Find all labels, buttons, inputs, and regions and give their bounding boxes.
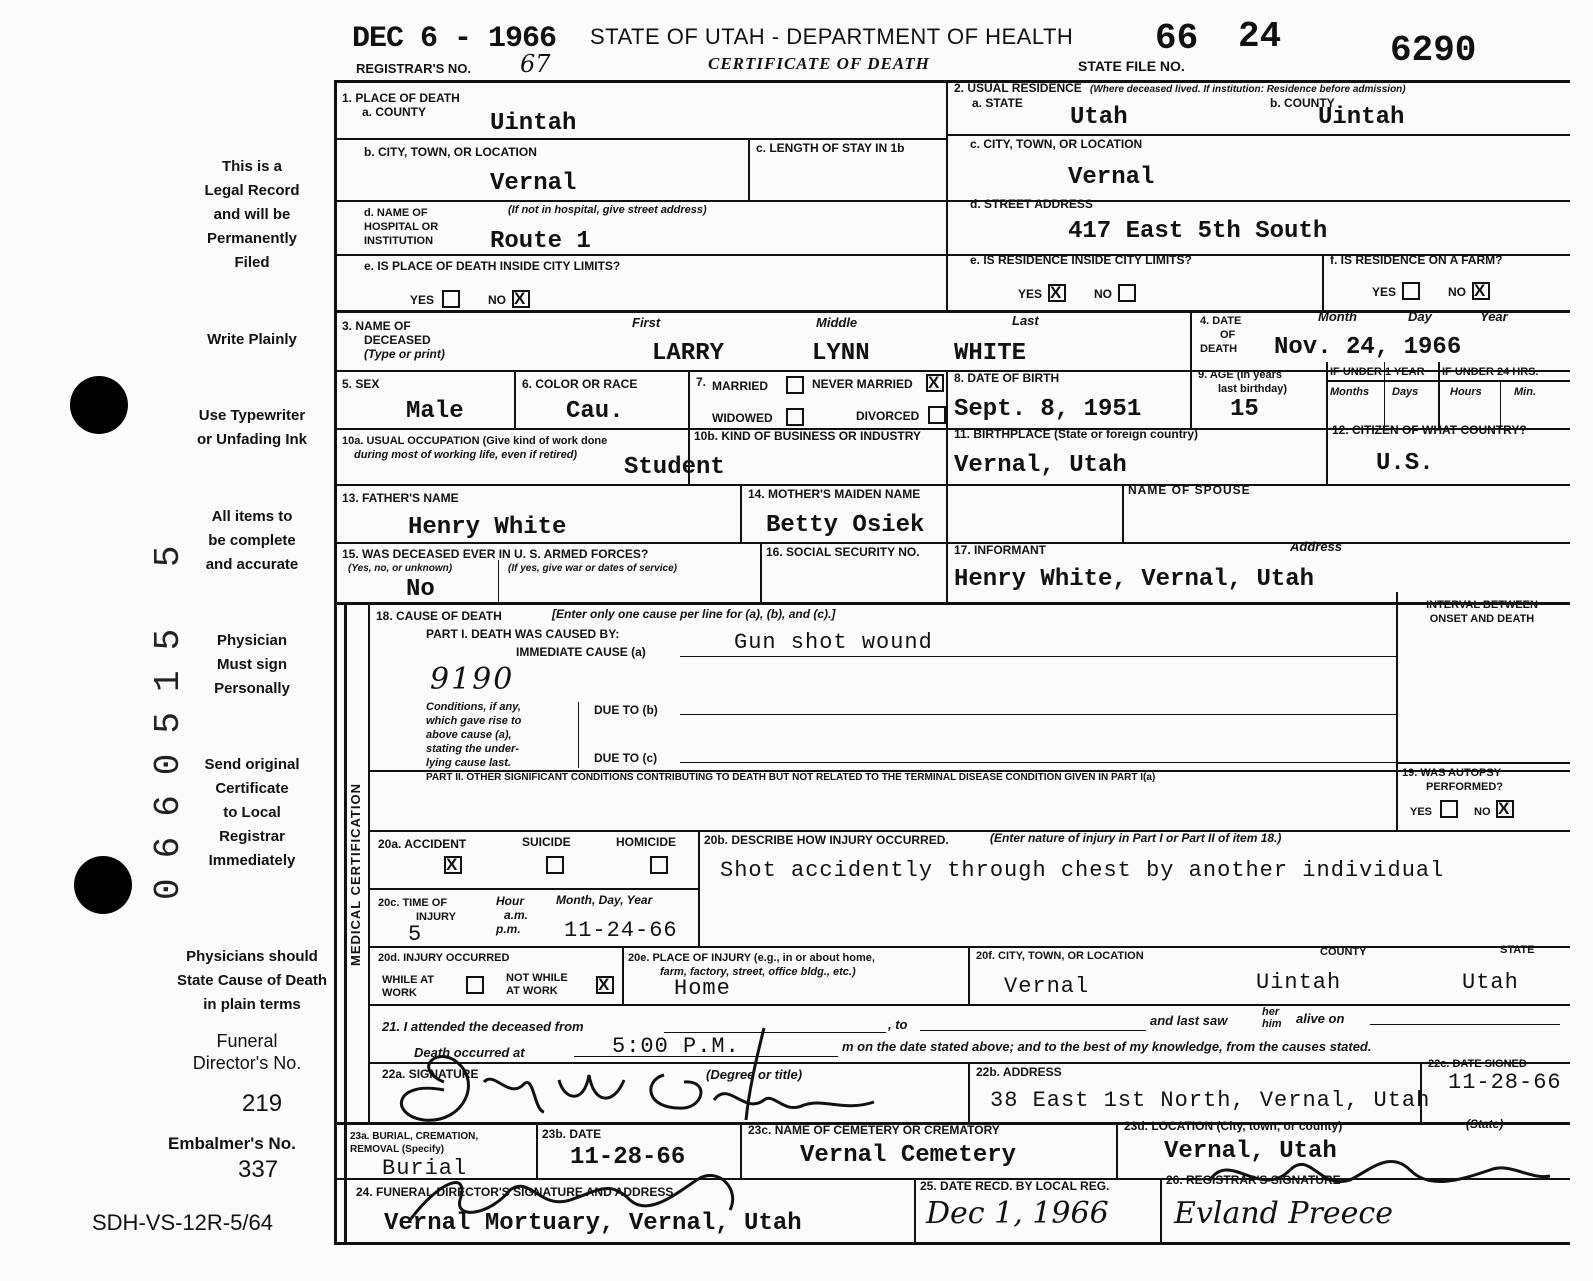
date-signed-value: 11-28-66 [1448,1070,1562,1095]
injury-occurred-label: 20d. INJURY OCCURRED [378,952,510,964]
embalmer-no: 337 [238,1156,279,1183]
funeral-director-value: Vernal Mortuary, Vernal, Utah [384,1210,802,1237]
suicide-label: SUICIDE [522,835,571,849]
date-signed-label: 22c. DATE SIGNED [1428,1058,1527,1070]
attended-label: 21. I attended the deceased from [382,1019,584,1034]
state-file-no-part2: 24 [1238,16,1282,57]
yes-label: YES [1372,285,1397,299]
check-mark: X [514,289,526,308]
hospital-note: (If not in hospital, give street address) [508,204,707,216]
death-city-value: Vernal [490,170,577,197]
place-of-death-label: 1. PLACE OF DEATH [342,91,460,105]
autopsy-yes-checkbox[interactable] [1440,800,1458,818]
type-or-print-label: (Type or print) [364,347,445,361]
hour-label: Hour a.m. p.m. [496,894,529,936]
not-while-at-work-checkbox[interactable] [596,976,614,994]
never-married-label: NEVER MARRIED [812,377,913,391]
yes-label: YES [1018,287,1043,301]
residence-inside-city-label: e. IS RESIDENCE INSIDE CITY LIMITS? [970,253,1192,267]
informant-value: Henry White, Vernal, Utah [954,566,1315,593]
physician-address-label: 22b. ADDRESS [976,1065,1062,1079]
no-label: NO [488,293,506,307]
business-label: 10b. KIND OF BUSINESS OR INDUSTRY [694,429,921,443]
widowed-label: WIDOWED [712,411,773,425]
legal-record-note: This is a Legal Record and will be Permanently Filed [204,158,300,271]
degree-label: (Degree or title) [706,1067,803,1082]
due-to-b-label: DUE TO (b) [594,703,658,717]
injury-city-value: Vernal [1004,974,1090,999]
service-note: (If yes, give war or dates of service) [508,563,677,574]
residence-inside-no-checkbox[interactable] [1118,284,1136,302]
marital-number: 7. [696,375,707,389]
month-label: Month [1318,309,1357,324]
medical-certification-label: MEDICAL CERTIFICATION [348,782,363,966]
place-of-injury-note: farm, factory, street, office bldg., etc.) [660,966,856,978]
conditions-note: Conditions, if any, which gave rise to above cause (a), stating the under- lying cause last. [426,701,522,769]
residence-county-value: Uintah [1318,104,1405,131]
accident-label: 20a. ACCIDENT [378,837,467,851]
residence-city-label: c. CITY, TOWN, OR LOCATION [970,137,1143,151]
injury-state-label: STATE [1500,944,1535,956]
check-mark: X [928,373,940,392]
burial-state-label: (State) [1466,1117,1504,1131]
immediate-cause-label: IMMEDIATE CAUSE (a) [516,645,646,659]
certificate-title: CERTIFICATE OF DEATH [708,54,930,73]
street-address-value: 417 East 5th South [1068,218,1328,245]
burial-location-label: 23d. LOCATION (City, town, or county) [1124,1119,1343,1133]
homicide-label: HOMICIDE [616,835,676,849]
no-label: NO [1448,285,1466,299]
attended-to-label: , to [888,1017,908,1032]
race-label: 6. COLOR OR RACE [522,377,638,391]
physician-sign-note: Physician Must sign Personally [214,632,290,697]
not-while-at-work-label: NOT WHILE AT WORK [506,972,568,997]
first-label: First [632,315,661,330]
birthplace-value: Vernal, Utah [954,452,1127,479]
residence-inside-yes-checkbox[interactable] [1048,284,1066,302]
deceased-name-label: 3. NAME OF [342,319,411,333]
burial-value: Burial [382,1156,468,1181]
registrar-no: 67 [520,50,551,78]
due-to-c-label: DUE TO (c) [594,751,658,765]
death-inside-yes-checkbox[interactable] [442,290,460,308]
punch-hole [70,376,128,434]
registrar-signature-label: 26. REGISTRAR'S SIGNATURE [1166,1173,1341,1187]
cause-of-death-label: 18. CAUSE OF DEATH [376,609,502,623]
county-label: a. COUNTY [362,105,427,119]
injury-state-value: Utah [1462,970,1519,995]
cause-code: 9190 [430,662,515,697]
armed-forces-note: (Yes, no, or unknown) [348,563,453,574]
divorced-label: DIVORCED [856,409,920,423]
middle-name-value: LYNN [812,340,870,367]
spouse-label: NAME OF SPOUSE [1128,483,1251,497]
mother-value: Betty Osiek [766,512,925,539]
death-county-value: Uintah [490,110,577,137]
ssn-label: 16. SOCIAL SECURITY NO. [766,545,920,559]
punch-hole [74,856,132,914]
min-label: Min. [1514,386,1536,398]
no-label: NO [1094,287,1112,301]
signature-label: 22a. SIGNATURE [382,1067,479,1081]
occupation-label: 10a. USUAL OCCUPATION (Give kind of work done during most of working life, even if retired) [342,435,608,461]
check-mark: X [598,975,610,994]
funeral-director-no: 219 [242,1090,283,1117]
received-date-stamp: DEC 6 - 1966 [352,22,557,56]
injury-description-value: Shot accidently through chest by another individual [720,858,1445,883]
deceased-label: DECEASED [364,333,431,347]
birthplace-label: 11. BIRTHPLACE (State or foreign country) [954,427,1199,441]
hours-label: Hours [1450,386,1482,398]
injury-description-note: (Enter nature of injury in Part I or Part II of item 18.) [990,831,1282,845]
death-occurred-label: Death occurred at [414,1045,525,1060]
embalmer-no-label: Embalmer's No. [168,1134,296,1153]
citizen-value: U.S. [1376,450,1434,477]
first-name-value: LARRY [652,340,725,367]
send-original-note: Send original Certificate to Local Registrar Immediately [204,756,300,869]
under-one-year-label: IF UNDER 1 YEAR [1330,366,1425,378]
accident-checkbox[interactable] [444,856,462,874]
age-label: 9. AGE (In years last birthday) [1198,369,1288,395]
last-name-value: WHITE [954,340,1027,367]
residence-state-label: a. STATE [972,96,1023,110]
state-file-no-part3: 6290 [1390,30,1477,71]
yes-label: YES [410,293,435,307]
mother-label: 14. MOTHER'S MAIDEN NAME [748,487,921,501]
widowed-checkbox[interactable] [786,408,804,426]
cemetery-label: 23c. NAME OF CEMETERY OR CREMATORY [748,1123,1000,1137]
state-file-no-part1: 66 [1155,18,1199,59]
cause-of-death-note: [Enter only one cause per line for (a), (b), and (c).] [552,607,836,621]
residence-state-value: Utah [1070,104,1128,131]
divorced-checkbox[interactable] [928,406,946,424]
months-label: Months [1330,386,1370,398]
write-plainly-note: Write Plainly [207,331,297,348]
hospital-label: d. NAME OF HOSPITAL OR INSTITUTION [364,207,439,247]
father-value: Henry White [408,514,567,541]
residence-county-label: b. COUNTY [1270,96,1335,110]
physician-address-value: 38 East 1st North, Vernal, Utah [990,1088,1431,1113]
sex-value: Male [406,398,464,425]
time-of-injury-hour: 5 [408,922,423,947]
check-mark: X [446,855,458,874]
check-mark: X [1474,281,1486,300]
her-him-label: her him [1262,1006,1282,1030]
farm-yes-checkbox[interactable] [1402,282,1420,300]
middle-label: Middle [816,315,858,330]
married-label: MARRIED [712,379,768,393]
funeral-director-label: 24. FUNERAL DIRECTOR'S SIGNATURE AND ADDRESS [356,1185,674,1199]
date-of-death-label: 4. DATE OF DEATH [1200,315,1242,355]
cemetery-value: Vernal Cemetery [800,1142,1017,1169]
date-of-birth-value: Sept. 8, 1951 [954,396,1142,423]
place-of-injury-label: 20e. PLACE OF INJURY (e.g., in or about home, [628,952,875,964]
injury-city-label: 20f. CITY, TOWN, OR LOCATION [976,950,1144,962]
time-of-injury-date: 11-24-66 [564,918,678,943]
registrar-signature-scrawl [1190,1140,1560,1210]
race-value: Cau. [566,398,624,425]
hospital-value: Route 1 [490,228,591,255]
last-saw-label: and last saw [1150,1013,1228,1028]
never-married-checkbox[interactable] [926,374,944,392]
date-of-birth-label: 8. DATE OF BIRTH [954,371,1060,385]
injury-description-label: 20b. DESCRIBE HOW INJURY OCCURRED. [704,833,949,847]
death-inside-city-label: e. IS PLACE OF DEATH INSIDE CITY LIMITS? [364,259,621,273]
plain-terms-note: Physicians should State Cause of Death in plain terms [176,948,328,1013]
day-label: Day [1408,309,1432,324]
farm-label: f. IS RESIDENCE ON A FARM? [1330,253,1503,267]
funeral-director-signature [400,1160,760,1240]
date-received-label: 25. DATE RECD. BY LOCAL REG. [920,1179,1110,1193]
typewriter-note: Use Typewriter or Unfading Ink [197,407,307,448]
funeral-director-no-label: Funeral Director's No. [192,1031,302,1073]
death-city-label: b. CITY, TOWN, OR LOCATION [364,145,537,159]
injury-county-value: Uintah [1256,970,1342,995]
yes-label: YES [1410,806,1433,818]
registrar-signature: Evland Preece [1174,1196,1393,1231]
date-received-value: Dec 1, 1966 [926,1196,1109,1231]
sex-label: 5. SEX [342,377,380,391]
burial-label: 23a. BURIAL, CREMATION, REMOVAL (Specify) [350,1131,479,1155]
agency-title: STATE OF UTAH - DEPARTMENT OF HEALTH [590,24,1074,49]
autopsy-label: 19. WAS AUTOPSY PERFORMED? [1402,767,1503,793]
residence-city-value: Vernal [1068,164,1155,191]
autopsy-no-checkbox[interactable] [1496,800,1514,818]
occupation-value: Student [624,454,725,481]
citizen-label: 12. CITIZEN OF WHAT COUNTRY? [1332,423,1527,437]
check-mark: X [1498,799,1510,818]
interval-label: INTERVAL BETWEEN ONSET AND DEATH [1426,599,1538,625]
alive-on-label: alive on [1296,1011,1345,1026]
registrar-no-label: REGISTRAR'S NO. [356,61,472,76]
injury-county-label: COUNTY [1320,946,1367,958]
death-statement: m on the date stated above; and to the best of my knowledge, from the causes stated. [842,1039,1372,1054]
place-of-injury-value: Home [674,976,731,1001]
while-at-work-label: WHILE AT WORK [382,974,434,999]
last-label: Last [1012,313,1039,328]
address-label: Address [1290,539,1343,554]
no-label: NO [1474,806,1491,818]
year-label: Year [1480,309,1508,324]
days-label: Days [1392,386,1419,398]
homicide-checkbox[interactable] [650,856,668,874]
immediate-cause-value: Gun shot wound [734,630,933,655]
informant-label: 17. INFORMANT [954,543,1047,557]
length-of-stay-label: c. LENGTH OF STAY IN 1b [756,141,905,155]
father-label: 13. FATHER'S NAME [342,491,459,505]
suicide-checkbox[interactable] [546,856,564,874]
burial-location-value: Vernal, Utah [1164,1138,1337,1165]
disposition-date-label: 23b. DATE [542,1127,602,1141]
vertical-serial-number: 0660515 5 [148,525,189,900]
usual-residence-label: 2. USUAL RESIDENCE [954,81,1082,95]
month-day-year-label: Month, Day, Year [556,893,653,907]
armed-forces-label: 15. WAS DECEASED EVER IN U. S. ARMED FORCES? [342,547,649,561]
part1-label: PART I. DEATH WAS CAUSED BY: [426,627,620,641]
married-checkbox[interactable] [786,376,804,394]
death-time-value: 5:00 P.M. [612,1034,740,1059]
state-file-no-label: STATE FILE NO. [1078,58,1185,74]
street-address-label: d. STREET ADDRESS [970,197,1093,211]
date-of-death-value: Nov. 24, 1966 [1274,334,1462,361]
armed-forces-value: No [406,576,435,603]
part2-label: PART II. OTHER SIGNIFICANT CONDITIONS CONTRIBUTING TO DEATH BUT NOT RELATED TO THE TERMINAL DISEASE CONDITION GIVEN IN PART I(a) [426,772,1156,783]
while-at-work-checkbox[interactable] [466,976,484,994]
time-of-injury-label: 20c. TIME OF INJURY [378,897,456,923]
residence-note: (Where deceased lived. If institution: Residence before admission) [1090,84,1406,95]
age-value: 15 [1230,396,1259,423]
check-mark: X [1050,283,1062,302]
physician-signature [384,1020,904,1130]
farm-no-checkbox[interactable] [1472,282,1490,300]
under-24-hours-label: IF UNDER 24 HRS. [1442,366,1539,378]
complete-note: All items to be complete and accurate [205,508,299,573]
form-id: SDH-VS-12R-5/64 [92,1210,273,1235]
disposition-date-value: 11-28-66 [570,1144,686,1171]
death-inside-no-checkbox[interactable] [512,290,530,308]
